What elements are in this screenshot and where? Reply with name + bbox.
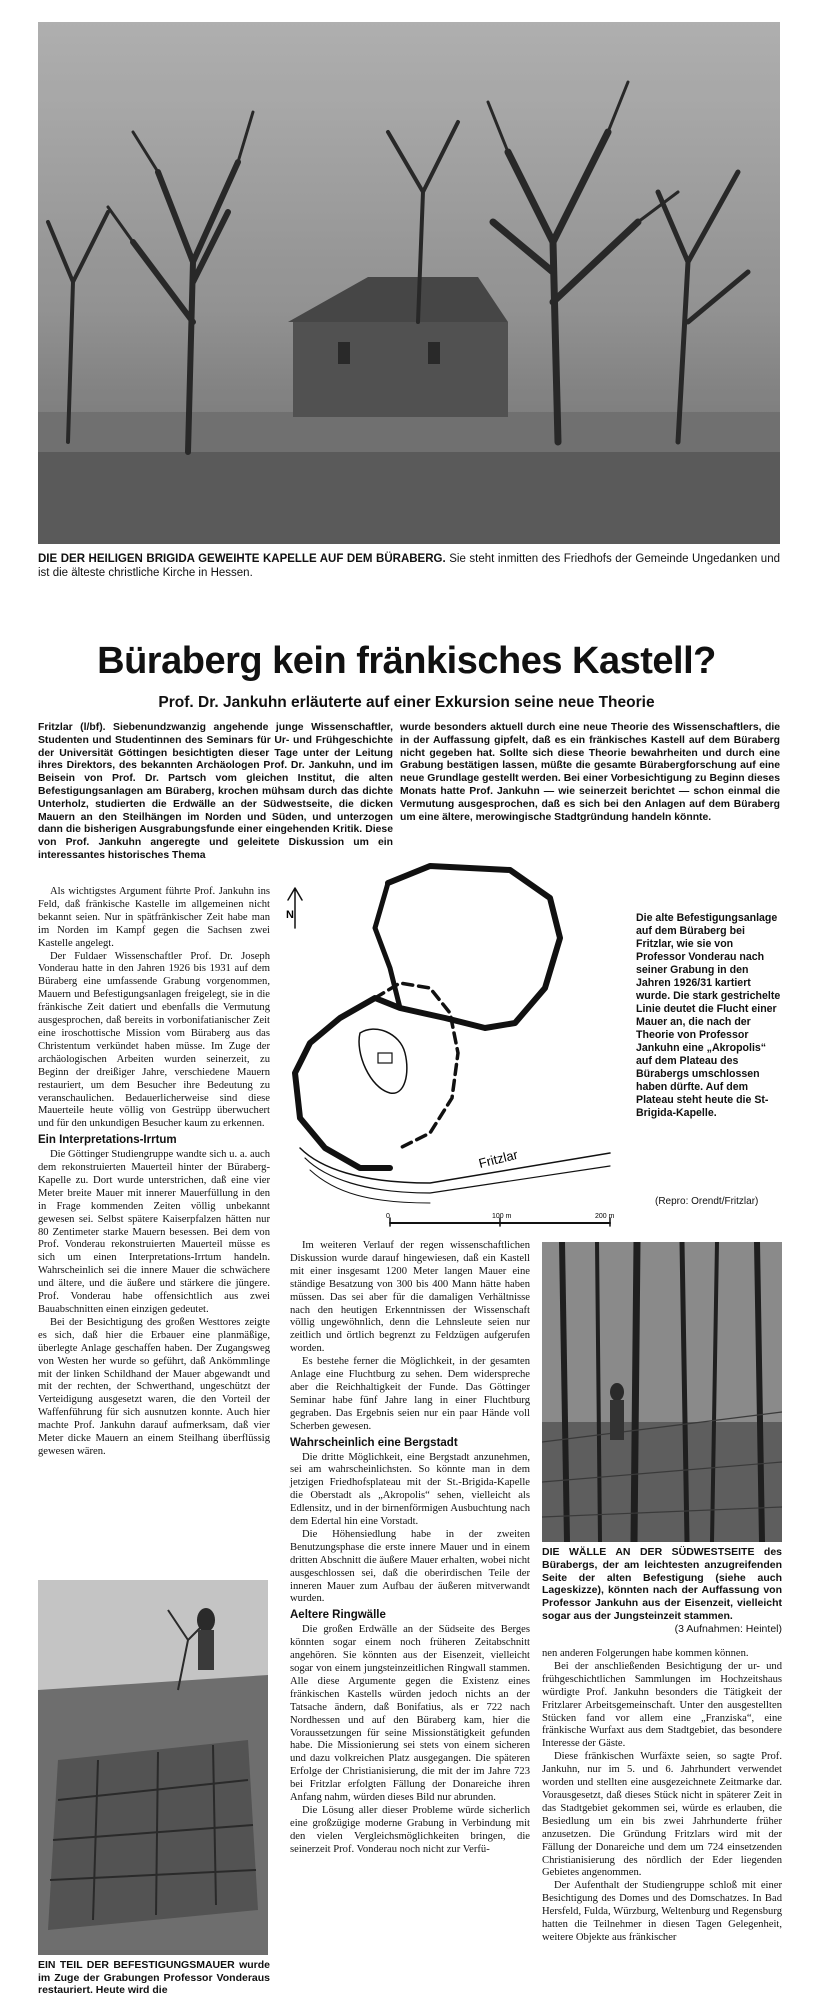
wall-photo-caption — [38, 1959, 270, 1997]
col2-subhead-1: Wahrscheinlich eine Bergstadt — [290, 1436, 458, 1449]
map-credit: (Repro: Orendt/Fritzlar) — [655, 1196, 759, 1207]
lead-left-text: Siebenundzwanzig angehende junge Wissenschaftler, Studenten und Studentinnen des Seminars für Ur- und Frühgeschichte der Universität Göttingen besichtigten dieser Tage unter der Leitung ihres Direktors, des bekannten Archäologen Prof. Dr. Jankuhn, und im Beisein von Prof. Dr. Partsch vom gleichen Institut, die alten Befestigungsanlagen am Büraberg, krochen mühsam durch das dichte Unterholz, studierten die Erdwälle an der Südwestseite, die dicken Mauern an den Steilhängen im Norden und Süden, und unterzogen dann die bisherigen Ausgrabungsfunde einer eingehenden Kritik. Diese von Prof. Jankuhn angeregte und geleitete Diskussion um ein interessantes historisches Thema — [38, 722, 393, 861]
ramparts-caption-bold: DIE WÄLLE AN DER SÜDWESTSEITE des Bürabergs, der am leichtesten anzugreifenden Seite der alten Befestigung (siehe auch Lageskizze), könnten nach der Auffassung von Professor Jankuhn aus der Eisenzeit, vielleicht sogar aus der Jungsteinzeit stammen. — [542, 1546, 782, 1622]
col3-p3: Diese fränkischen Wurfäxte seien, so sagte Prof. Jankuhn, nur im 5. und 6. Jahrhundert verwendet worden und stellten eine ausgezeichnete Zeitmarke dar. Vorausgesetzt, daß dieses Stück nicht in späterer Zeit in das Stadtgebiet gekommen sei, würde es erlauben, die Besiedlung um ein bis zwei Jahrhunderte früher anzusetzen. Die Gründung Fritzlars wird mit der Fällung der Donareiche und dem um 724 einsetzenden Christianisierung des nördlich der Eder liegenden Gebietes angenommen. — [542, 1751, 782, 1879]
col2-p5: Die großen Erdwälle an der Südseite des Berges könnten sogar einem noch früheren Zeitabschnitt angehören. Sie könnten aus der Eisenzeit, vielleicht sogar von einem jungsteinzeitlichen Ringwall stammen. Alle diese Argumente gegen die Existenz eines fränkischen Kastells würden jedoch nichts an der Tatsache ändern, daß Bonifatius, als er 722 nach Nordhessen und auf den Büraberg kam, hier die Voraussetzungen für seine Missionstätigkeit gefunden habe. Die Missionierung sei stets von einem sicheren und dazu volkreichen Platz ausgegangen. Die späteren Erfolge der Christianisierung, die mit der im Jahre 723 bei Fritzlar erfolgten Fällung der Donareiche ihren Anfang nahm, würden dieses Bild nur abrunden. — [290, 1624, 530, 1804]
chapel-photo-caption — [38, 552, 780, 580]
map-scale-0: 0 — [386, 1213, 390, 1220]
column-1 — [38, 886, 270, 1459]
chapel-caption-bold: DIE DER HEILIGEN BRIGIDA GEWEIHTE KAPELLE AUF DEM BÜRABERG. — [38, 553, 446, 565]
lead-dateline: Fritzlar (l/bf). — [38, 722, 106, 733]
wall-caption-bold: EIN TEIL DER BEFESTIGUNGSMAUER — [38, 1959, 235, 1971]
column-3 — [542, 1648, 782, 1945]
site-map — [280, 848, 625, 1228]
map-north-label: N — [286, 909, 294, 921]
chapel-photo — [38, 22, 780, 544]
ramparts-photo-caption — [542, 1546, 782, 1636]
col3-p1: nen anderen Folgerungen habe kommen können. — [542, 1648, 749, 1659]
lead-left — [38, 722, 393, 863]
chapel-photo-image — [38, 22, 780, 544]
col1-p1: Als wichtigstes Argument führte Prof. Jankuhn ins Feld, daß fränkische Kastelle im allgemeinen nicht bekannt seien. Nur in spätfränkischer Zeit habe man im Norden im Kampf gegen die Sachsen zwei Kastelle angelegt. — [38, 886, 270, 949]
column-2 — [290, 1240, 530, 1857]
col2-p2: Es bestehe ferner die Möglichkeit, in der gesamten Anlage eine Fluchtburg zu sehen. Dem widerspreche aber die Reichhaltigkeit der Funde. Das Göttinger Seminar habe fünf Jahre lang in einer Fluchtburg gegraben. Das Ergebnis seien nur ein paar Hände voll Scherben gewesen. — [290, 1356, 530, 1432]
map-caption: Die alte Befestigungsanlage auf dem Büraberg bei Fritzlar, wie sie von Professor Vonderau nach seiner Grabung in den Jahren 1926/31 kartiert wurde. Die stark gestrichelte Linie deutet die Flucht einer Mauer an, die nach der Theorie von Professor Jankuhn eine „Akropolis“ auf dem Plateau des Bürabergs umschlossen haben dürfte. Auf dem Plateau steht heute die St-Brigida-Kapelle. — [636, 912, 781, 1119]
col3-p4: Der Aufenthalt der Studiengruppe schloß mit einer Besichtigung des Domes und des Domschatzes. In Bad Hersfeld, Fulda, Würzburg, Weltenburg und Regensburg hatten die Teilnehmer in diesen Tagen Gelegenheit, weitere Objekte aus fränkischer — [542, 1880, 782, 1943]
col2-p3: Die dritte Möglichkeit, eine Bergstadt anzunehmen, sei am wahrscheinlichsten. So könnte man in dem jetzigen Friedhofsplateau mit der St.-Brigida-Kapelle die Oberstadt als „Akropolis“ sehen, vielleicht als Edlensitz, und in der birnenförmigen Ausbuchtung nach dem Edertal hin eine Vorstadt. — [290, 1451, 530, 1528]
chapel-caption-rest: Sie steht inmitten des Friedhofs der Gemeinde Ungedanken und ist die älteste christliche Kirche in Hessen. — [38, 553, 780, 579]
map-fritzlar-label: Fritzlar — [477, 1146, 520, 1171]
lead-right: wurde besonders aktuell durch eine neue Theorie des Wissenschaftlers, die in der Auffassung gipfelt, daß es ein fränkisches Kastell auf dem Büraberg nicht gegeben hat. Sollte sich diese Theorie bewahrheiten und durch eine Grabung bestätigen lassen, müßte die gesamte Bürabergforschung auf eine neue Grundlage gestellt werden. Bei einer Vorbesichtigung zu Beginn dieses Monats hatte Prof. Jankuhn — wie seinerzeit berichtet — schon einmal die Vermutung ausgesprochen, daß es sich bei den Anlagen auf dem Büraberg um eine ältere, merowingische Stadtgründung handeln könnte. — [400, 722, 780, 823]
ramparts-credit: (3 Aufnahmen: Heintel) — [674, 1622, 782, 1635]
wall-photo-image — [38, 1580, 268, 1955]
map-scale-100: 100 m — [492, 1213, 512, 1220]
site-map-drawing — [280, 848, 625, 1228]
col1-p3: Die Göttinger Studiengruppe wandte sich u. a. auch dem rekonstruierten Mauerteil hinter der Büraberg-Kapelle zu. Dort wurde unterstrichen, daß eine vier Meter breite Mauer mit innerer Mauerfüllung in den in Frage kommenden Zeiten völlig unbekannt gewesen sei. Selbst spätere Kaiserpfalzen hätten nur 80 Zentimeter starke Mauern besessen. Bei dem von Prof. Vonderau rekonstruierten Mauerteil müsse es sich um einen Interpretations-Irrtum handeln. Wahrscheinlich sei die innere Mauer die schwächere und ältere, und die äußere und stärkere die jüngere. Prof. Vonderau habe offensichtlich aus zwei Bauabschnitten einen einzigen gedeutet. — [38, 1149, 270, 1315]
col2-p1: Im weiteren Verlauf der regen wissenschaftlichen Diskussion wurde darauf hingewiesen, daß ein Kastell mit einer insgesamt 1200 Meter langen Mauer eine ständige Besatzung von 300 bis 400 Mann hätte haben müssen. Das sei aber für die damaligen Verhältnisse nach den heutigen Erkenntnissen der Wissenschaft völlig ungewöhnlich, denn die Lehnsleute seien nur zeitlich und örtlich begrenzt zu Feldzügen aufgerufen worden. — [290, 1240, 530, 1355]
col1-subhead: Ein Interpretations-Irrtum — [38, 1134, 177, 1147]
col1-p2: Der Fuldaer Wissenschaftler Prof. Dr. Joseph Vonderau hatte in den Jahren 1926 bis 1931 auf dem Büraberg eine umfassende Grabung vorgenommen, Mauern und Befestigungsanlagen freigelegt, sie in die fränkische Zeit datiert und ebenfalls die Vermutung ausgesprochen, daß bereits in vorbonifatianischer Zeit eine iroschottische Mission vom Büraberg aus das Christentum verkündet haben müsse. Im Zuge der archäologischen Arbeiten wurden seinerzeit, zu Beginn der dreißiger Jahre, verschiedene Mauern restauriert, um dem Besucher ihre Bedeutung zu veranschaulichen. Bedauerlicherweise sind diese Mauerteile heute völlig von Gestrüpp überwuchert und für den unkundigen Besucher kaum zu erkennen. — [38, 950, 270, 1130]
col2-subhead-2: Aeltere Ringwälle — [290, 1609, 386, 1622]
ramparts-photo — [542, 1242, 782, 1542]
col2-p6: Die Lösung aller dieser Probleme würde sicherlich eine großzügige moderne Grabung in Verbindung mit den vielen Vergleichsmöglichkeiten bringen, die seinerzeit Prof. Vonderau noch nicht zur Verfü- — [290, 1804, 530, 1855]
subheadline: Prof. Dr. Jankuhn erläuterte auf einer Exkursion seine neue Theorie — [158, 694, 655, 711]
col3-p2: Bei der anschließenden Besichtigung der ur- und frühgeschichtlichen Sammlungen im Hochzeitshaus würdigte Prof. Jankuhn besonders die Tätigkeit der Fritzlarer Arbeitsgemeinschaft. Unter den ausgestellten Stücken fand vor allem eine „Franziska“, eine fränkische Wurfaxt aus dem Stadtgebiet, das besondere Interesse der Gäste. — [542, 1660, 782, 1750]
wall-photo — [38, 1580, 268, 1955]
ramparts-photo-image — [542, 1242, 782, 1542]
wall-caption-rest: wurde im Zuge der Grabungen Professor Vonderaus restauriert. Heute wird die — [38, 1959, 270, 1996]
headline: Büraberg kein fränkisches Kastell? — [97, 640, 716, 682]
col2-p4: Die Höhensiedlung habe in der zweiten Benutzungsphase die erste innere Mauer und in einem dritten Abschnitt die äußere Mauer erhalten, wobei nicht ausgeschlossen sei, daß die oberirdischen Teile der inneren Mauer zum Aufbau der äußeren mitverwandt wurden. — [290, 1528, 530, 1605]
map-scale-200: 200 m — [595, 1213, 615, 1220]
col1-p4: Bei der Besichtigung des großen Westtores zeigte es sich, daß hier die Erbauer eine planmäßige, überlegte Anlage geschaffen haben. Der Zugangsweg von Westen her wurde so geführt, daß Ankömmlinge mit der linken Schildhand der Mauer abgewandt und mit der rechten, der Schwerthand, ungeschützt der Verteidigung ausgesetzt waren, die den Vorteil der Waffenführung für sich ausnutzen konnte. Auch hier machte Prof. Jankuhn darauf aufmerksam, daß vier Meter dicke Mauern an einem Steilhang überflüssig gewesen wären. — [38, 1316, 270, 1457]
